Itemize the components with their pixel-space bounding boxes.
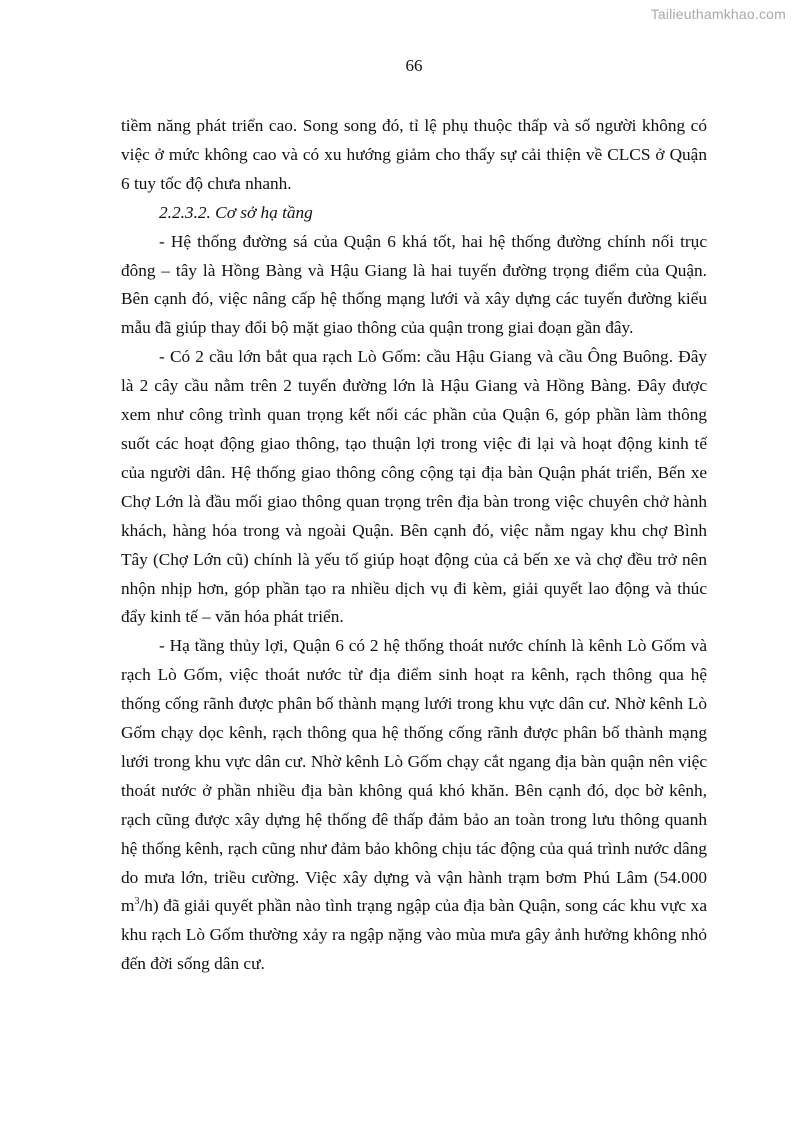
- paragraph-roads: - Hệ thống đường sá của Quận 6 khá tốt, hai hệ thống đường chính nối trục đông – tây là Hồng Bàng và Hậu Giang là hai tuyến đường trọng điểm của Quận. Bên cạnh đó, việc nâng cấp hệ thống mạng lưới và xây dựng các tuyến đường kiểu mẫu đã giúp thay đổi bộ mặt giao thông của quận trong giai đoạn gần đây.: [121, 231, 707, 338]
- paragraph-irrigation-text-1: - Hạ tầng thủy lợi, Quận 6 có 2 hệ thống thoát nước chính là kênh Lò Gốm và rạch Lò Gốm, việc thoát nước từ địa điểm sinh hoạt ra kênh, rạch thông qua hệ thống cống rãnh được phân bố thành mạng lưới trong khu vực dân cư. Nhờ kênh Lò Gốm chạy dọc kênh, rạch thông qua hệ thống cống rãnh được phân bố thành mạng lưới trong khu vực dân cư. Nhờ kênh Lò Gốm chạy cắt ngang địa bàn quận nên việc thoát nước ở phần nhiều địa bàn không quá khó khăn. Bên cạnh đó, dọc bờ kênh, rạch cũng được xây dựng hệ thống đê thấp đảm bảo an toàn trong lưu thông quanh hệ thống kênh, rạch cũng như đảm bảo không chịu tác động của quá trình nước dâng do mưa lớn, triều cường. Việc xây dựng và vận hành trạm bơm Phú Lâm (54.000 m: [121, 636, 707, 916]
- watermark-text: Tailieuthamkhao.com: [650, 6, 786, 22]
- page-number: 66: [405, 56, 423, 75]
- section-heading: 2.2.3.2. Cơ sở hạ tầng: [159, 202, 313, 222]
- document-body: [121, 112, 707, 979]
- paragraph-irrigation-text-2: /h) đã giải quyết phần nào tình trạng ngập của địa bàn Quận, song các khu vực xa khu rạch Lò Gốm thường xảy ra ngập nặng vào mùa mưa gây ảnh hưởng không nhỏ đến đời sống dân cư.: [121, 896, 707, 974]
- paragraph-continuation: tiềm năng phát triển cao. Song song đó, tỉ lệ phụ thuộc thấp và số người không có việc ở mức không cao và có xu hướng giảm cho thấy sự cải thiện về CLCS ở Quận 6 tuy tốc độ chưa nhanh.: [121, 116, 707, 193]
- paragraph-irrigation: [121, 632, 707, 979]
- superscript-exponent: 3: [134, 896, 140, 908]
- paragraph-bridges: - Có 2 cầu lớn bắt qua rạch Lò Gốm: cầu Hậu Giang và cầu Ông Buông. Đây là 2 cây cầu nằm trên 2 tuyến đường lớn là Hậu Giang và Hồng Bàng. Đây được xem như công trình quan trọng kết nối các phần của Quận 6, góp phần làm thông suốt các hoạt động giao thông, tạo thuận lợi trong việc đi lại và hoạt động kinh tế của người dân. Hệ thống giao thông công cộng tại địa bàn Quận phát triển, Bến xe Chợ Lớn là đầu mối giao thông quan trọng trên địa bàn trong việc chuyên chở hành khách, hàng hóa trong và ngoài Quận. Bên cạnh đó, việc nằm ngay khu chợ Bình Tây (Chợ Lớn cũ) chính là yếu tố giúp hoạt động của cả bến xe và chợ đều trở nên nhộn nhịp hơn, góp phần tạo ra nhiều dịch vụ đi kèm, giải quyết lao động và thúc đẩy kinh tế – văn hóa phát triển.: [121, 347, 707, 627]
